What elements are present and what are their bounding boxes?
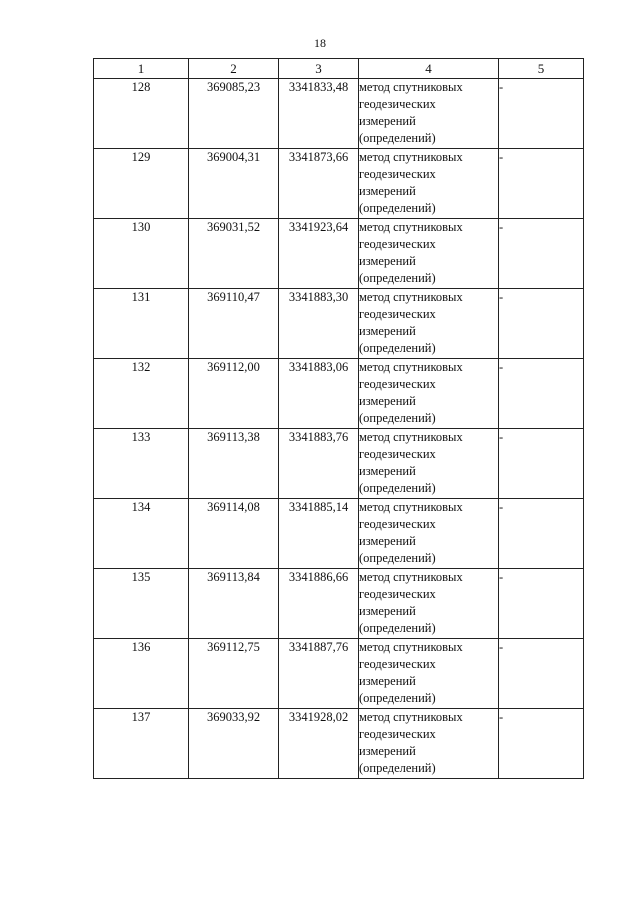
x-coordinate-cell: 369112,75 — [189, 639, 279, 709]
note-cell: - — [499, 149, 584, 219]
note-cell: - — [499, 499, 584, 569]
method-line: метод спутниковых — [359, 570, 463, 584]
note-cell: - — [499, 79, 584, 149]
x-coordinate-cell: 369085,23 — [189, 79, 279, 149]
table-row — [94, 709, 584, 779]
point-number-cell: 135 — [94, 569, 189, 639]
method-line: измерений — [359, 464, 416, 478]
x-coordinate-cell: 369113,38 — [189, 429, 279, 499]
note-cell: - — [499, 359, 584, 429]
x-coordinate-cell: 369033,92 — [189, 709, 279, 779]
method-line: измерений — [359, 744, 416, 758]
header-col-2: 2 — [189, 59, 279, 79]
method-line: геодезических — [359, 587, 436, 601]
method-line: измерений — [359, 324, 416, 338]
method-line: метод спутниковых — [359, 290, 463, 304]
method-line: измерений — [359, 604, 416, 618]
method-line: (определений) — [359, 411, 436, 425]
y-coordinate-cell: 3341885,14 — [279, 499, 359, 569]
method-line: (определений) — [359, 271, 436, 285]
x-coordinate-cell: 369113,84 — [189, 569, 279, 639]
note-cell: - — [499, 569, 584, 639]
point-number-cell: 128 — [94, 79, 189, 149]
method-cell — [359, 709, 499, 779]
method-line: (определений) — [359, 761, 436, 775]
point-number-cell: 133 — [94, 429, 189, 499]
table-row — [94, 569, 584, 639]
method-cell — [359, 639, 499, 709]
y-coordinate-cell: 3341883,06 — [279, 359, 359, 429]
method-line: измерений — [359, 254, 416, 268]
x-coordinate-cell: 369110,47 — [189, 289, 279, 359]
method-line: (определений) — [359, 341, 436, 355]
table-row — [94, 639, 584, 709]
method-cell — [359, 219, 499, 289]
method-line: метод спутниковых — [359, 220, 463, 234]
header-col-1: 1 — [94, 59, 189, 79]
method-line: измерений — [359, 674, 416, 688]
method-line: метод спутниковых — [359, 640, 463, 654]
method-line: (определений) — [359, 551, 436, 565]
y-coordinate-cell: 3341923,64 — [279, 219, 359, 289]
method-line: метод спутниковых — [359, 430, 463, 444]
y-coordinate-cell: 3341883,76 — [279, 429, 359, 499]
table-row — [94, 499, 584, 569]
x-coordinate-cell: 369114,08 — [189, 499, 279, 569]
method-cell — [359, 79, 499, 149]
method-line: геодезических — [359, 377, 436, 391]
method-line: (определений) — [359, 621, 436, 635]
y-coordinate-cell: 3341883,30 — [279, 289, 359, 359]
table-row — [94, 359, 584, 429]
method-line: геодезических — [359, 517, 436, 531]
note-cell: - — [499, 639, 584, 709]
header-col-4: 4 — [359, 59, 499, 79]
method-line: геодезических — [359, 727, 436, 741]
method-line: измерений — [359, 114, 416, 128]
method-line: метод спутниковых — [359, 500, 463, 514]
note-cell: - — [499, 709, 584, 779]
y-coordinate-cell: 3341928,02 — [279, 709, 359, 779]
point-number-cell: 137 — [94, 709, 189, 779]
x-coordinate-cell: 369112,00 — [189, 359, 279, 429]
method-line: геодезических — [359, 307, 436, 321]
header-col-3: 3 — [279, 59, 359, 79]
note-cell: - — [499, 289, 584, 359]
method-line: метод спутниковых — [359, 150, 463, 164]
point-number-cell: 132 — [94, 359, 189, 429]
y-coordinate-cell: 3341833,48 — [279, 79, 359, 149]
method-cell — [359, 429, 499, 499]
coordinates-table — [93, 58, 584, 779]
method-cell — [359, 359, 499, 429]
method-line: метод спутниковых — [359, 710, 463, 724]
table-row — [94, 149, 584, 219]
note-cell: - — [499, 429, 584, 499]
method-line: геодезических — [359, 167, 436, 181]
method-line: метод спутниковых — [359, 80, 463, 94]
table-header-row — [94, 59, 584, 79]
table-row — [94, 289, 584, 359]
method-cell — [359, 149, 499, 219]
method-line: измерений — [359, 184, 416, 198]
method-cell — [359, 569, 499, 639]
method-line: геодезических — [359, 447, 436, 461]
point-number-cell: 131 — [94, 289, 189, 359]
method-line: (определений) — [359, 481, 436, 495]
y-coordinate-cell: 3341886,66 — [279, 569, 359, 639]
method-line: геодезических — [359, 657, 436, 671]
point-number-cell: 136 — [94, 639, 189, 709]
y-coordinate-cell: 3341873,66 — [279, 149, 359, 219]
method-line: геодезических — [359, 97, 436, 111]
method-line: (определений) — [359, 691, 436, 705]
method-line: (определений) — [359, 131, 436, 145]
point-number-cell: 130 — [94, 219, 189, 289]
method-line: измерений — [359, 534, 416, 548]
table-row — [94, 429, 584, 499]
table-row — [94, 79, 584, 149]
table-body — [94, 79, 584, 779]
method-line: (определений) — [359, 201, 436, 215]
method-line: метод спутниковых — [359, 360, 463, 374]
method-line: измерений — [359, 394, 416, 408]
point-number-cell: 134 — [94, 499, 189, 569]
method-cell — [359, 289, 499, 359]
y-coordinate-cell: 3341887,76 — [279, 639, 359, 709]
note-cell: - — [499, 219, 584, 289]
table-row — [94, 219, 584, 289]
method-cell — [359, 499, 499, 569]
x-coordinate-cell: 369004,31 — [189, 149, 279, 219]
header-col-5: 5 — [499, 59, 584, 79]
page-number: 18 — [314, 36, 326, 50]
method-line: геодезических — [359, 237, 436, 251]
point-number-cell: 129 — [94, 149, 189, 219]
x-coordinate-cell: 369031,52 — [189, 219, 279, 289]
